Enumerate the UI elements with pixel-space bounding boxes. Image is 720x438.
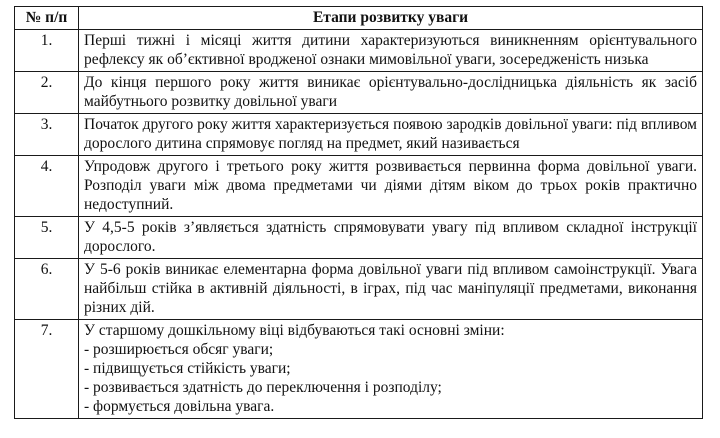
table-row: [15, 30, 703, 72]
list-item: - формується довільна увага.: [84, 398, 275, 415]
row-number: 1.: [15, 30, 79, 72]
row-text: У 5-6 років виникає елементарна форма довільної уваги під впливом самоінструкції. Увага найбільш стійка в активній діяльності, в іграх, під час маніпуляції предметами, виконання різних дій.: [79, 259, 703, 320]
table-row: [15, 72, 703, 114]
row-text: До кінця першого року життя виникає орієнтувально-дослідницька діяльність як засіб майбутнього розвитку довільної уваги: [79, 72, 703, 114]
table-row: [15, 320, 703, 419]
list-item: - розвивається здатність до переключення і розподілу;: [84, 379, 442, 396]
row-number: 7.: [15, 320, 79, 419]
row-text: Перші тижні і місяці життя дитини характеризуються виникненням орієнтувального рефлексу як об’єктивної вродженої ознаки мимовільної уваги, зосередженість низька: [79, 30, 703, 72]
table-row: [15, 114, 703, 156]
row-number: 4.: [15, 156, 79, 217]
attention-development-table: [14, 6, 703, 419]
list-item: - підвищується стійкість уваги;: [84, 360, 291, 377]
row-text: Початок другого року життя характеризується появою зародків довільної уваги: під впливом дорослого дитина спрямовує погляд на предмет, який називається: [79, 114, 703, 156]
list-intro: У старшому дошкільному віці відбуваються такі основні зміни:: [84, 322, 505, 339]
header-number: № п/п: [15, 7, 79, 30]
table-header-row: [15, 7, 703, 30]
header-stages: Етапи розвитку уваги: [79, 7, 703, 30]
row-number: 6.: [15, 259, 79, 320]
table-row: [15, 156, 703, 217]
row-number: 2.: [15, 72, 79, 114]
row-text: У 4,5-5 років з’являється здатність спрямовувати увагу під впливом складної інструкції дорослого.: [79, 217, 703, 259]
row-number: 5.: [15, 217, 79, 259]
row-text-list: [79, 320, 703, 419]
row-text: Упродовж другого і третього року життя розвивається первинна форма довільної уваги. Розподіл уваги між двома предметами чи діями дітям віком до трьох років практично недоступний.: [79, 156, 703, 217]
row-number: 3.: [15, 114, 79, 156]
document-page: [14, 6, 702, 419]
list-item: - розширюється обсяг уваги;: [84, 341, 274, 358]
table-row: [15, 259, 703, 320]
table-row: [15, 217, 703, 259]
